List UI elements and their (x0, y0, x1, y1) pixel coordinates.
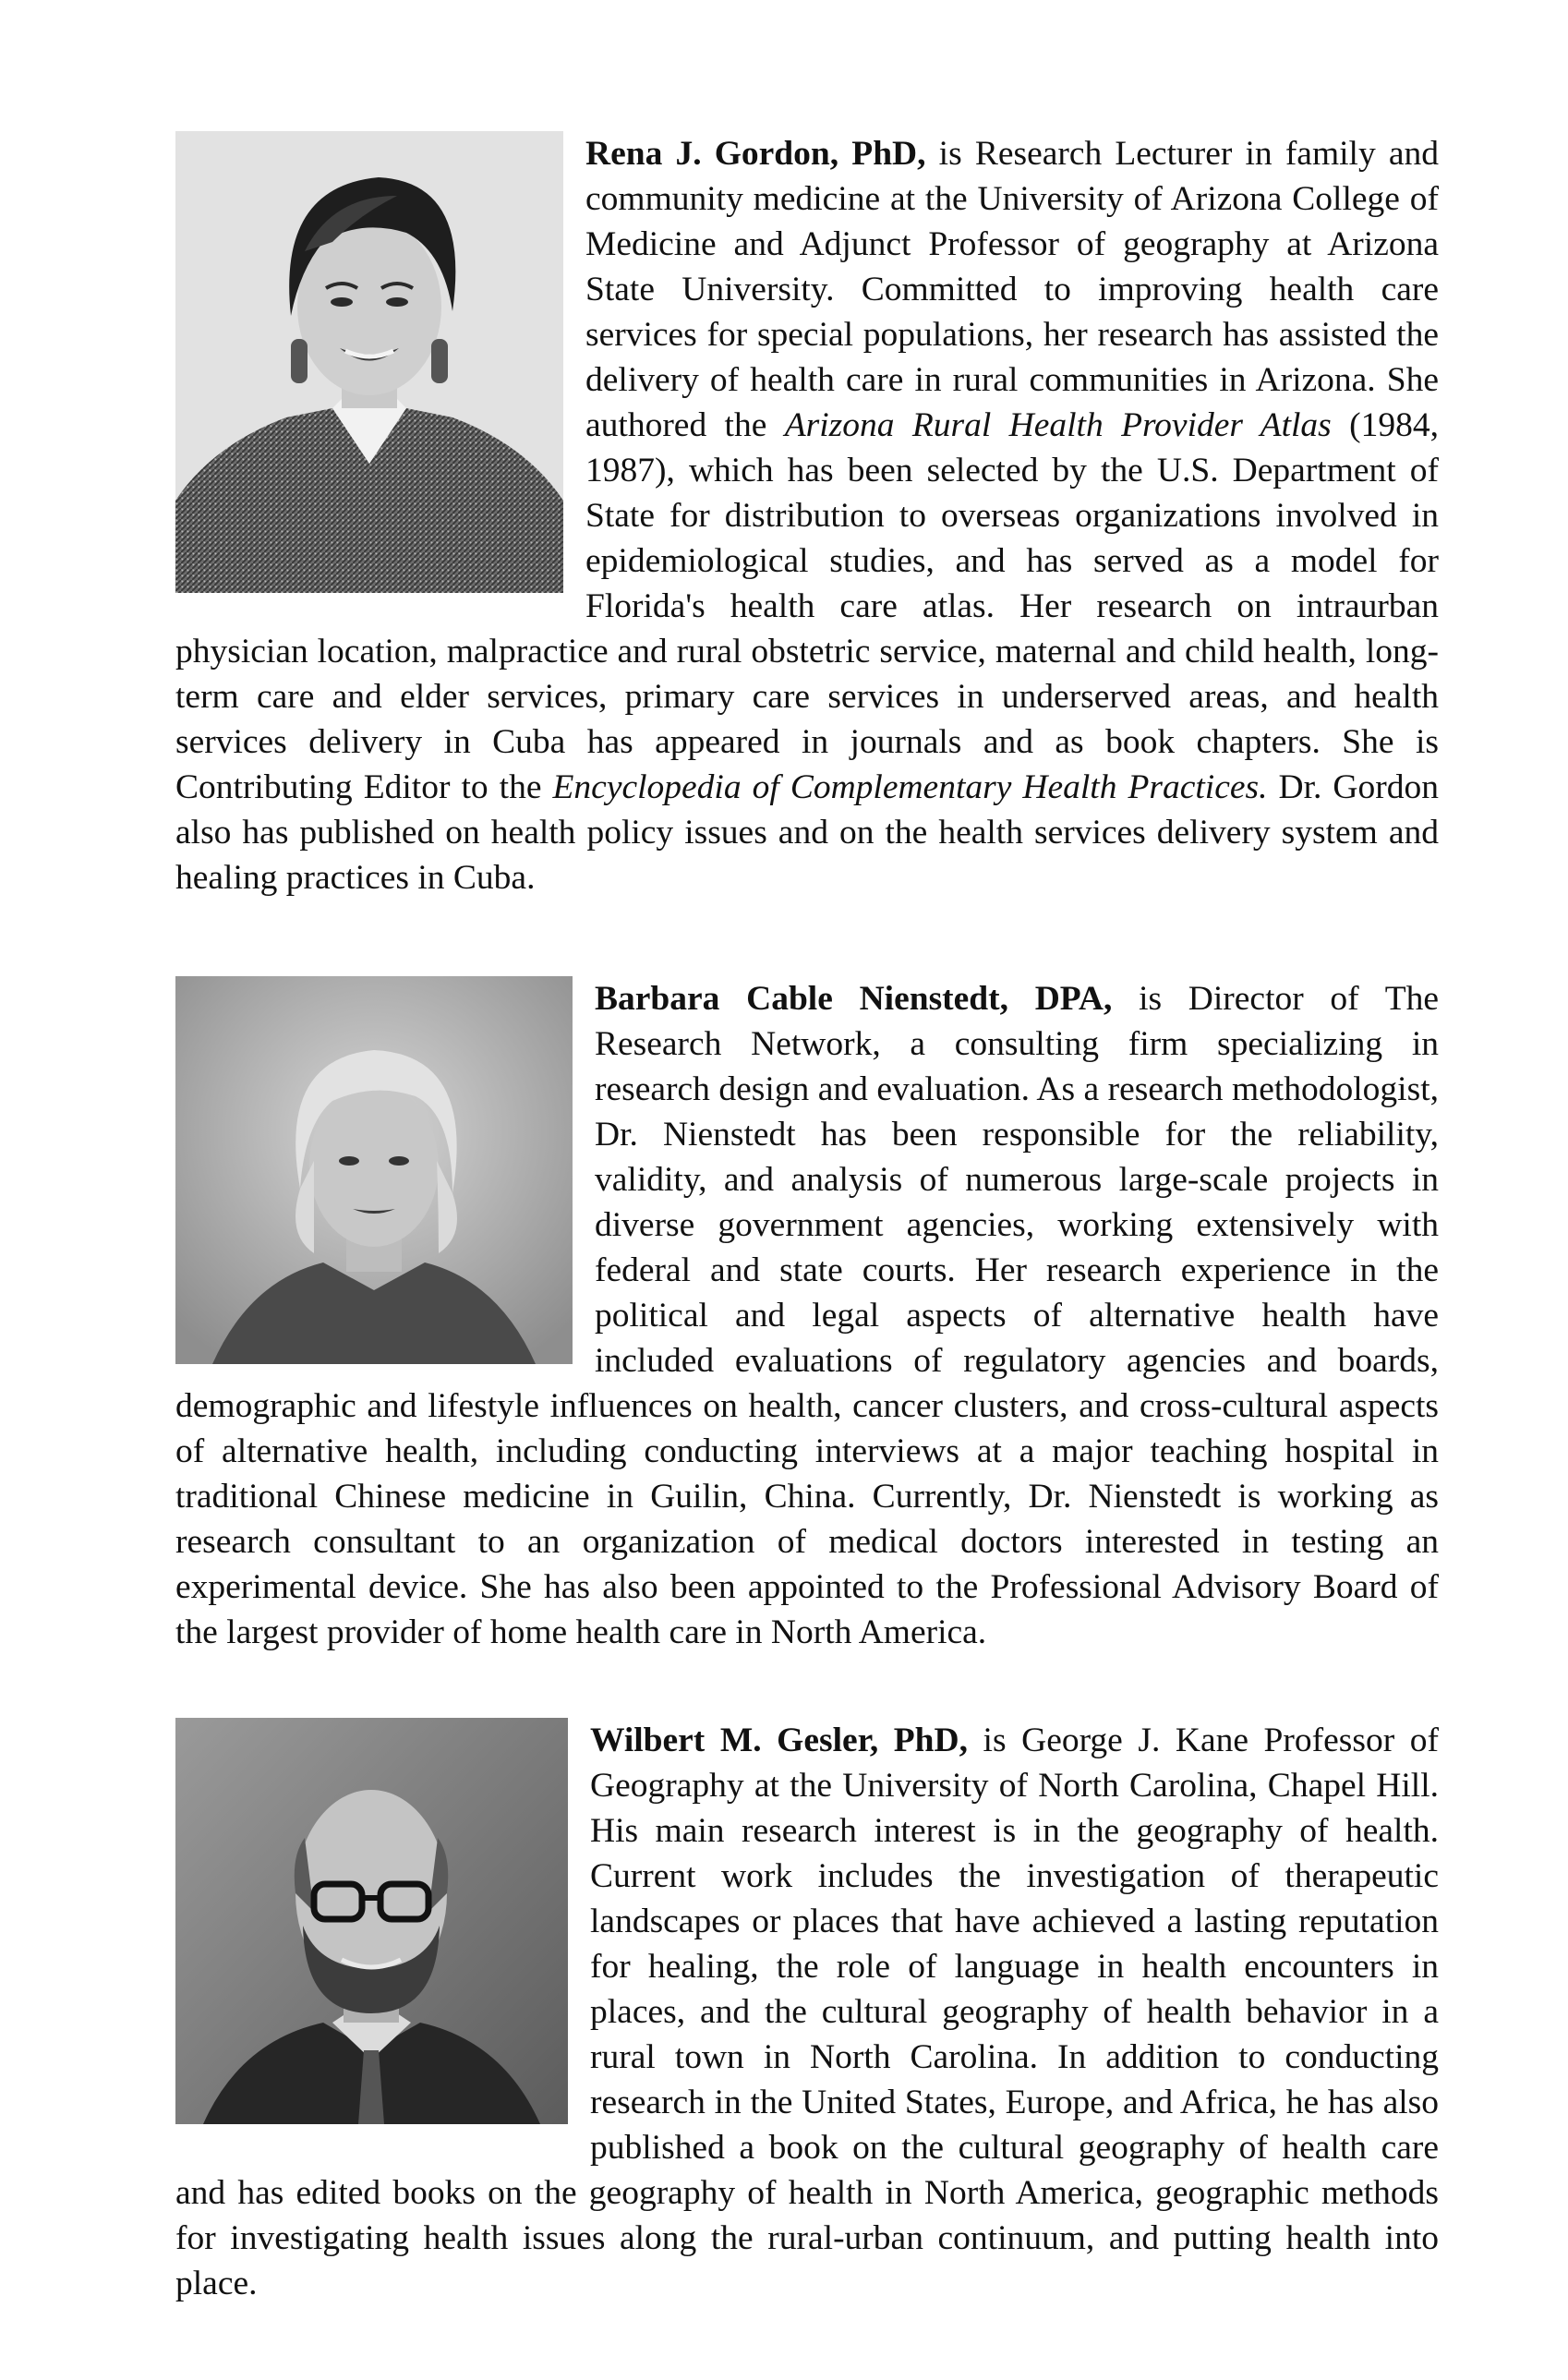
author-name: Rena J. Gordon, PhD, (585, 135, 926, 173)
bio-wilbert-gesler (175, 1718, 1439, 2306)
author-photo-rena-gordon (175, 131, 563, 593)
author-name: Barbara Cable Nienstedt, DPA, (595, 980, 1113, 1018)
bio-text-part: is Research Lecturer in family and community medicine at the University of Arizona College of Medicine and Adjunct Professor of geography at Arizona State University. Committed to improving health care services for special populations, her research has assisted the delivery of health care in rural communities in Arizona. She authored the (585, 135, 1439, 444)
bio-text-part: Dr. Gordon also has published on health policy issues and on the health services delivery system and healing practices in Cuba. (175, 768, 1439, 897)
bio-text-part: is Director of The Research Network, a consulting firm specializing in research design and evaluation. As a research methodologist, Dr. Nienstedt has been responsible for the reliability, validity, and analysis of numerous large-scale projects in diverse government agencies, working extensively with federal and state courts. Her research experience in the political and legal aspects of alternative health have included evaluations of regulatory agencies and boards, demographic and lifestyle influences on health, cancer clusters, and cross-cultural aspects of alternative health, including conducting interviews at a major teaching hospital in traditional Chinese medicine in Guilin, China. Currently, Dr. Nienstedt is working as research consultant to an organization of medical doctors interested in testing an experimental device. She has also been appointed to the Professional Advisory Board of the largest provider of home health care in North America. (175, 980, 1439, 1651)
author-name: Wilbert M. Gesler, PhD, (590, 1722, 968, 1759)
bio-rena-gordon (175, 131, 1439, 900)
bio-text-part: is George J. Kane Professor of Geography at the University of North Carolina, Chapel Hill. His main research interest is in the geography of health. Current work includes the investigation of therapeutic landscapes or places that have achieved a lasting reputation for healing, the role of language in health encounters in places, and the cultural geography of health behavior in a rural town in North Carolina. In addition to conducting research in the United States, Europe, and Africa, he has also published a book on the cultural geography of health care and has edited books on the geography of health in North America, geographic methods for investigating health issues along the rural-urban continuum, and putting health into place. (175, 1722, 1440, 2302)
bio-text-part: (1984, 1987), which has been selected by the U.S. Department of State for distribution to overseas organizations involved in epidemiological studies, and has served as a model for Florida's health care atlas. Her research on intraurban physician location, malpractice and rural obstetric service, maternal and child health, long-term care and elder services, primary care services in underserved areas, and health services delivery in Cuba has appeared in journals and as book chapters. She is Contributing Editor to the (175, 406, 1439, 806)
bio-barbara-nienstedt (175, 976, 1439, 1655)
book-title: Arizona Rural Health Provider Atlas (784, 406, 1332, 444)
author-photo-barbara-nienstedt (175, 976, 573, 1364)
book-title: Encyclopedia of Complementary Health Practices. (552, 768, 1268, 806)
author-photo-wilbert-gesler (175, 1718, 568, 2124)
